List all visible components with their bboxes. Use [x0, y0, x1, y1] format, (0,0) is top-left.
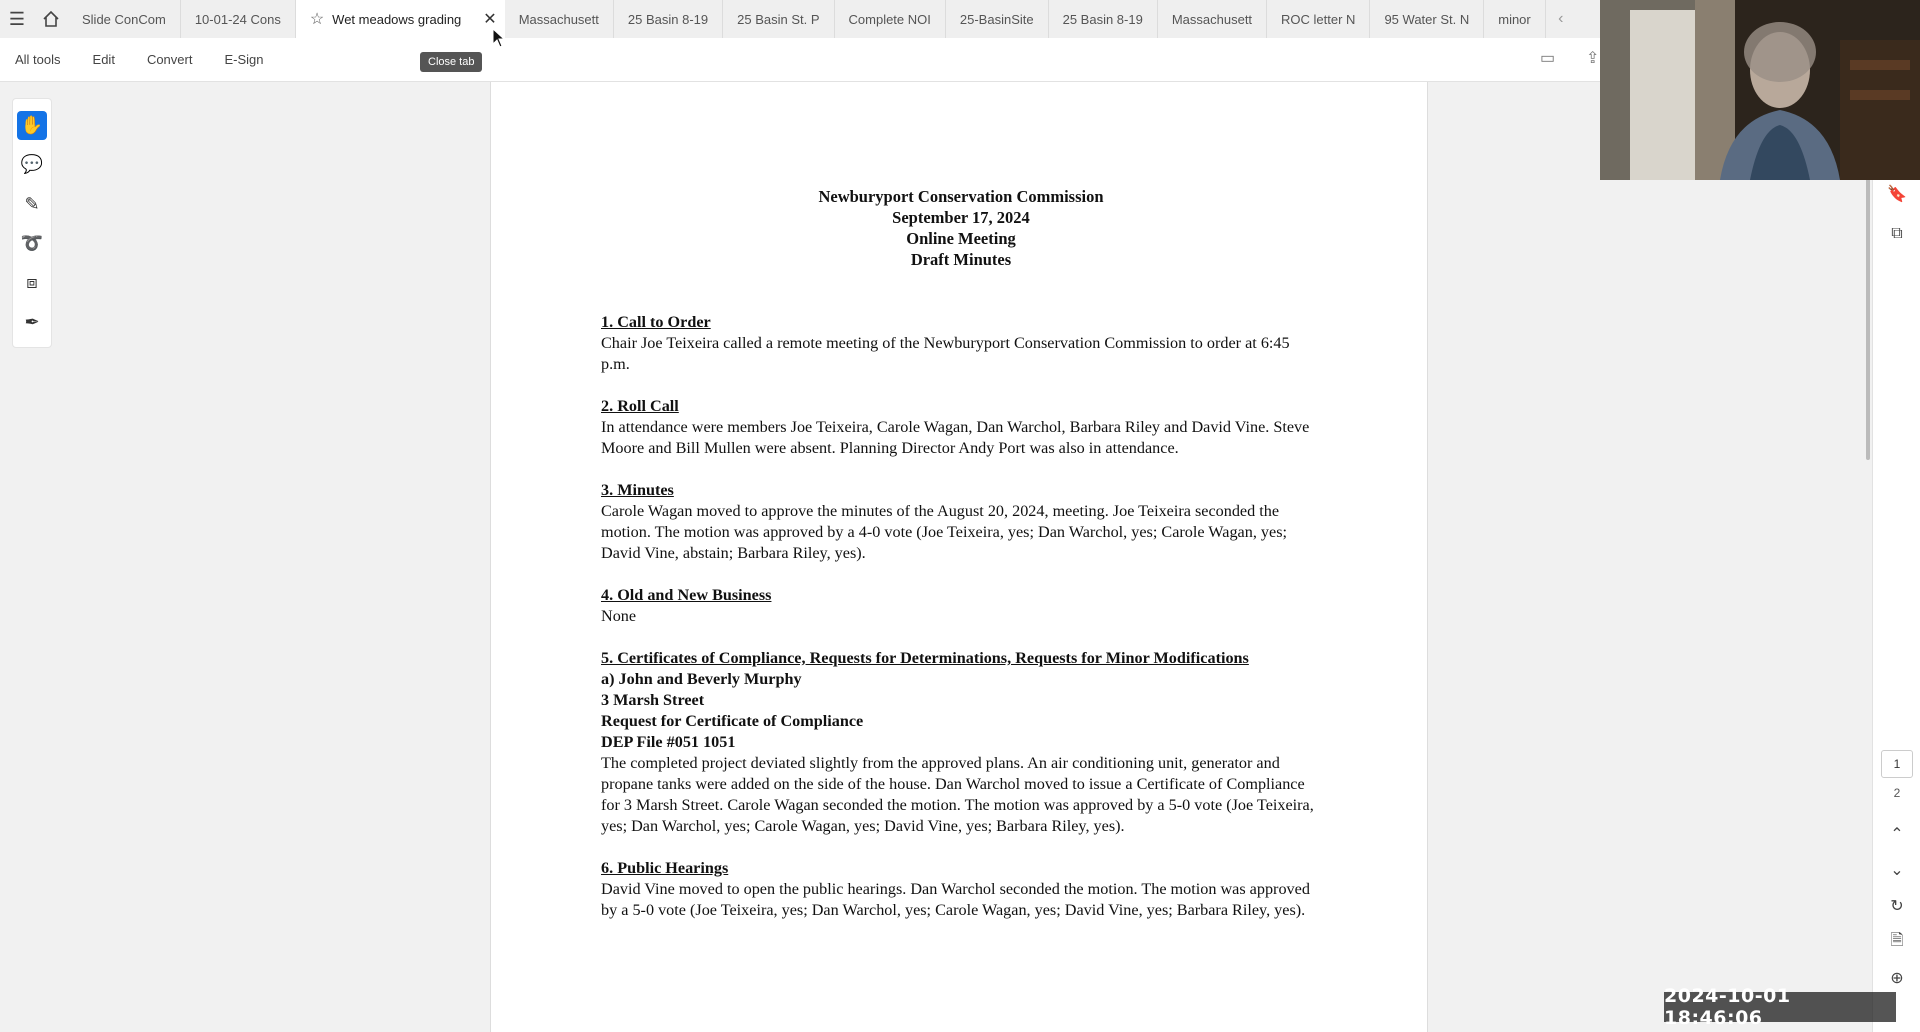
tab-minor[interactable] — [1484, 0, 1546, 38]
tab-label: Complete NOI — [848, 11, 931, 27]
tab-label: minor — [1498, 11, 1531, 27]
section-body: In attendance were members Joe Teixeira, Carole Wagan, Dan Warchol, Barbara Riley and David Vine. Steve Moore and Bill Mullen were absent. Planning Director Andy Port was also in attendance. — [601, 418, 1310, 457]
right-tools-rail — [1872, 82, 1920, 1032]
close-icon[interactable]: ✕ — [483, 11, 497, 28]
section-heading: 4. Old and New Business — [601, 586, 772, 604]
section-body: Carole Wagan moved to approve the minutes of the August 20, 2024, meeting. Joe Teixeira seconded the motion. The motion was approved by a 4-0 vote (Joe Teixeira, yes; Dan Warchol, yes; Carole Wagan, yes; David Vine, abstain; Barbara Riley, yes). — [601, 502, 1288, 562]
tab-label: 25 Basin 8-19 — [1062, 11, 1143, 27]
dep-file-number: DEP File #051 1051 — [601, 733, 736, 751]
bookmark-icon[interactable]: 🔖 — [1887, 186, 1907, 203]
request-type: Request for Certificate of Compliance — [601, 712, 864, 730]
tab-roc-letter[interactable] — [1267, 0, 1370, 38]
section-body: David Vine moved to open the public hearings. Dan Warchol seconded the motion. The motion was approved by a 5-0 vote (Joe Teixeira, yes; Dan Warchol, yes; Carole Wagan, yes; David Vine, yes; Barbara Riley, yes). — [601, 880, 1310, 919]
page-thumbnails-icon[interactable]: ⧉ — [1891, 225, 1903, 242]
section-heading: 2. Roll Call — [601, 397, 679, 415]
tab-massachusett-b[interactable] — [1158, 0, 1267, 38]
property-address: 3 Marsh Street — [601, 691, 705, 709]
tab-label: Massachusett — [1171, 11, 1253, 27]
document-text — [601, 186, 1321, 942]
recording-timestamp: 2024-10-01 18:46:06 — [1664, 992, 1896, 1022]
cloud-upload-icon[interactable]: ⇪ — [1586, 50, 1600, 67]
main-toolbar — [0, 38, 1600, 82]
tab-label: Massachusett — [518, 11, 599, 27]
meeting-date: September 17, 2024 — [892, 208, 1030, 227]
section-heading: 1. Call to Order — [601, 313, 711, 331]
pdf-page — [490, 82, 1428, 1032]
section-roll-call — [601, 396, 1321, 459]
section-minutes — [601, 480, 1321, 564]
tab-wet-meadows-grading[interactable] — [296, 0, 505, 38]
tab-massachusett[interactable] — [505, 0, 614, 38]
hand-tool-icon[interactable]: ✋ — [17, 111, 47, 140]
meeting-type: Online Meeting — [906, 229, 1016, 248]
tab-slide-concom[interactable] — [68, 0, 181, 38]
section-old-new-business — [601, 585, 1321, 627]
star-icon[interactable]: ☆ — [309, 11, 325, 28]
tab-25-basinsite[interactable] — [946, 0, 1049, 38]
section-heading: 3. Minutes — [601, 481, 674, 499]
document-info-icon[interactable]: 🗎 — [1890, 931, 1904, 949]
tab-complete-noi[interactable] — [835, 0, 946, 38]
chevron-up-icon[interactable]: ⌃ — [1890, 826, 1904, 843]
tab-10-01-24-cons[interactable] — [181, 0, 296, 38]
webcam-video — [1600, 0, 1920, 180]
section-certificates — [601, 648, 1321, 837]
page-number-input[interactable]: 1 — [1881, 750, 1913, 778]
tab-25-basin-st-p[interactable] — [723, 0, 834, 38]
section-body: Chair Joe Teixeira called a remote meeting of the Newburyport Conservation Commission to order at 6:45 p.m. — [601, 334, 1290, 373]
section-body: The completed project deviated slightly from the approved plans. An air conditioning unit, generator and propane tanks were added on the side of the house. Dan Warchol moved to issue a Certificate of Compliance for 3 Marsh Street. Carole Wagan seconded the motion. The motion was approved by a 5-0 vote (Joe Teixeira, yes; Dan Warchol, yes; Carole Wagan, yes; David Vine, yes; Barbara Riley, yes). — [601, 754, 1314, 835]
document-status: Draft Minutes — [910, 250, 1012, 269]
mouse-cursor-icon — [492, 28, 506, 48]
add-comment-icon[interactable]: 💬 — [20, 154, 44, 175]
tab-label: ROC letter N — [1281, 11, 1356, 27]
menu-convert[interactable]: Convert — [146, 52, 193, 67]
document-header — [601, 186, 1321, 270]
chevron-left-icon[interactable]: ‹ — [1558, 10, 1564, 27]
quick-tools-rail — [12, 98, 52, 348]
close-tab-tooltip: Close tab — [420, 52, 482, 72]
menu-edit[interactable]: Edit — [92, 52, 115, 67]
tab-95-water-st[interactable] — [1370, 0, 1484, 38]
hamburger-menu-icon[interactable]: ☰ — [8, 8, 26, 29]
tab-bar — [0, 0, 1600, 38]
home-glyph — [42, 10, 60, 28]
webcam-picture — [1600, 0, 1920, 180]
e-sign-icon[interactable]: ✒ — [24, 311, 40, 332]
lasso-draw-icon[interactable]: ➰ — [20, 233, 44, 254]
section-heading: 5. Certificates of Compliance, Requests for Determinations, Requests for Minor Modifications — [601, 649, 1249, 667]
tab-label: 95 Water St. N — [1384, 11, 1470, 27]
tab-label: 25 Basin St. P — [737, 11, 820, 27]
section-call-to-order — [601, 312, 1321, 375]
tab-25-basin-8-19-b[interactable] — [1049, 0, 1158, 38]
menu-all-tools[interactable]: All tools — [15, 52, 61, 67]
tab-label: Wet meadows grading — [332, 11, 462, 27]
tab-label: Slide ConCom — [82, 11, 166, 27]
section-heading: 6. Public Hearings — [601, 859, 729, 877]
org-title: Newburyport Conservation Commission — [818, 187, 1104, 206]
tab-label: 25 Basin 8-19 — [627, 11, 709, 27]
refresh-icon[interactable]: ↻ — [1890, 898, 1904, 915]
highlight-pen-icon[interactable]: ✎ — [24, 193, 40, 214]
chevron-down-icon[interactable]: ⌄ — [1890, 862, 1904, 879]
vertical-scrollbar[interactable] — [1866, 170, 1870, 460]
page-total: 2 — [1893, 786, 1901, 800]
save-icon[interactable]: ▭ — [1540, 50, 1556, 67]
home-icon[interactable] — [34, 0, 68, 38]
tab-label: 25-BasinSite — [959, 11, 1034, 27]
zoom-in-icon[interactable]: ⊕ — [1890, 970, 1904, 987]
applicant-name: a) John and Beverly Murphy — [601, 670, 802, 688]
tab-label: 10-01-24 Cons — [194, 11, 281, 27]
section-public-hearings — [601, 858, 1321, 921]
menu-e-sign[interactable]: E-Sign — [224, 52, 264, 67]
section-body: None — [601, 607, 637, 625]
tab-25-basin-8-19[interactable] — [614, 0, 723, 38]
select-text-icon[interactable]: ⧈ — [26, 272, 38, 293]
